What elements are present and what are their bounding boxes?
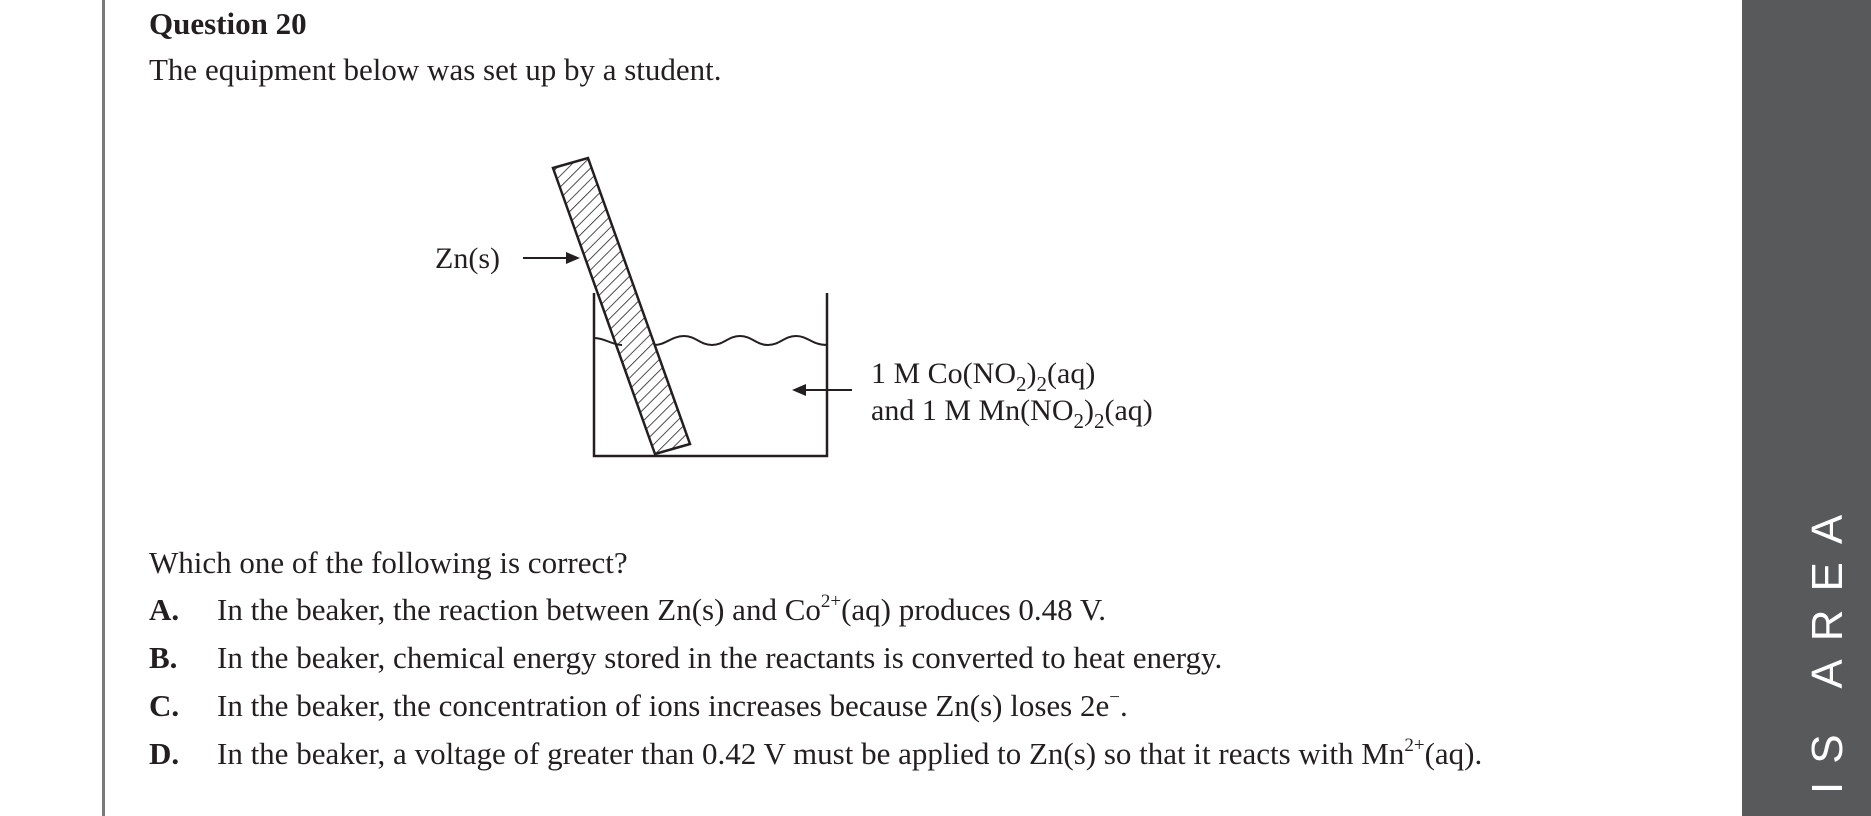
option-text: In the beaker, the reaction between Zn(s) and Co: [217, 592, 821, 627]
option-superscript: −: [1109, 687, 1120, 708]
option-letter: A.: [149, 592, 180, 627]
option-letter: C.: [149, 688, 180, 723]
option-superscript: 2+: [820, 591, 842, 612]
side-bar-label: IS AREA: [1803, 496, 1852, 794]
option-letter: D.: [149, 736, 180, 771]
option-text: In the beaker, a voltage of greater than 0.42 V must be applied to Zn(s) so that it reacts with Mn: [217, 736, 1405, 771]
option-d[interactable]: [149, 736, 1482, 772]
question-title: Question 20: [149, 6, 307, 41]
electrode-arrowhead: [566, 252, 580, 264]
option-letter: B.: [149, 640, 178, 675]
solution-arrowhead: [792, 384, 806, 396]
solution-label-line1: 1 M $Co(NO_2)_2(aq)$: [871, 357, 1096, 396]
option-text-end: (aq) produces 0.48 V.: [841, 592, 1106, 627]
option-text: In the beaker, chemical energy stored in the reactants is converted to heat energy.: [217, 640, 1223, 675]
option-text: In the beaker, the concentration of ions increases because Zn(s) loses 2e: [217, 688, 1110, 723]
option-a[interactable]: [149, 592, 1106, 628]
option-b[interactable]: [149, 640, 1222, 676]
option-superscript: 2+: [1404, 735, 1425, 756]
option-c[interactable]: [149, 688, 1128, 724]
option-text-end: .: [1119, 688, 1128, 723]
option-text-end: (aq).: [1424, 736, 1483, 771]
solution-label-line2: and 1 M $Mn(NO_2)_2(aq)$: [871, 394, 1153, 433]
beaker-diagram: [0, 0, 1400, 480]
question-stem: Which one of the following is correct?: [149, 545, 628, 580]
question-intro: The equipment below was set up by a student.: [149, 52, 722, 87]
zinc-electrode: [553, 158, 690, 454]
electrode-label: Zn(s): [435, 242, 500, 275]
